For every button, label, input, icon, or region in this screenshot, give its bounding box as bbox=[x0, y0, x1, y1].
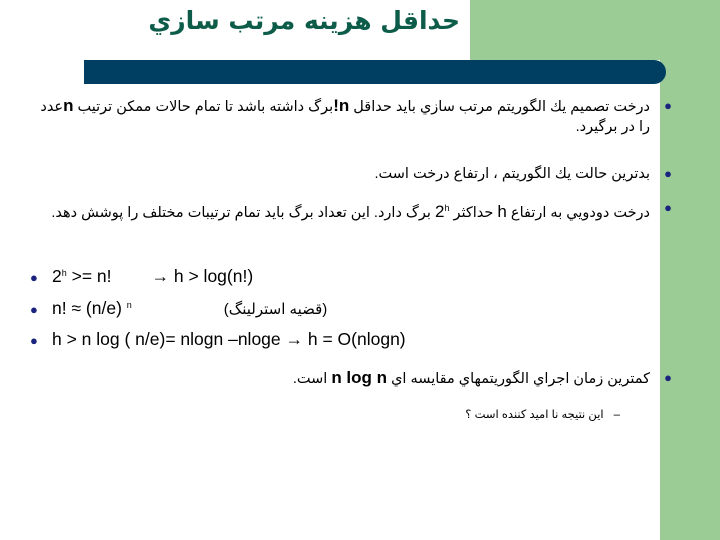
text-part: است. bbox=[292, 371, 332, 387]
text-part: كمترين زمان اجراي الگوريتمهاي مقايسه اي bbox=[387, 371, 650, 387]
title-bar bbox=[84, 60, 666, 84]
base: 2 bbox=[434, 202, 445, 221]
h-var: h bbox=[497, 202, 507, 221]
n-factorial: n! bbox=[333, 96, 350, 115]
bullet-dot: ● bbox=[30, 333, 38, 348]
rest: >= n! bbox=[66, 266, 112, 286]
bullet-dot: ● bbox=[664, 370, 672, 385]
arrow-result: → h > log(n!) bbox=[151, 266, 254, 286]
formula-stirling bbox=[30, 294, 327, 321]
formula-nlogn bbox=[30, 328, 406, 352]
bullet-dot: ● bbox=[664, 166, 672, 181]
bullet-leaves-requirement bbox=[40, 96, 672, 137]
n-var: n bbox=[63, 96, 74, 115]
formula-text: h > n log ( n/e)= nlogn –nloge → h = O(nlogn) bbox=[52, 329, 406, 349]
text-part: درخت تصميم يك الگوريتم مرتب سازي بايد حداقل bbox=[349, 99, 650, 115]
bullet-worst-case bbox=[40, 164, 672, 184]
text-part: برگ دارد. اين تعداد برگ بايد تمام ترتيبات مختلف را پوشش دهد. bbox=[51, 205, 435, 221]
left: n! ≈ (n/e) bbox=[52, 298, 127, 318]
base: 2 bbox=[52, 266, 62, 286]
exp: h bbox=[61, 268, 67, 278]
formula-leaves-bound bbox=[30, 262, 253, 289]
text-part: عدد را در برگيرد. bbox=[40, 99, 650, 135]
n-log-n: n log n bbox=[331, 368, 388, 387]
sub-text: اين نتيجه نا اميد كننده است ؟ bbox=[465, 409, 604, 421]
slide-title: حداقل هزينه مرتب سازي bbox=[148, 6, 460, 35]
bullet-dot: ● bbox=[664, 98, 672, 113]
text-part: برگ داشته باشد تا تمام حالات ممكن ترتيب bbox=[73, 99, 334, 115]
text-part: درخت دودويي به ارتفاع bbox=[506, 205, 650, 221]
text-part: بدترين حالت يك الگوريتم ، ارتفاع درخت است. bbox=[374, 166, 650, 182]
decor-green-side bbox=[660, 60, 720, 540]
bullet-dot: ● bbox=[30, 302, 38, 317]
exp: h bbox=[444, 203, 450, 213]
dash: – bbox=[613, 409, 620, 421]
stirling-note: (قضيه استرلينگ) bbox=[223, 301, 328, 318]
sub-bullet bbox=[465, 407, 620, 423]
text-part: حداكثر bbox=[449, 205, 498, 221]
bullet-binary-tree bbox=[40, 198, 672, 223]
exp: n bbox=[126, 300, 132, 310]
two-power-h bbox=[435, 202, 449, 221]
decor-green-top bbox=[470, 0, 720, 60]
bullet-dot: ● bbox=[664, 200, 672, 215]
bullet-dot: ● bbox=[30, 270, 38, 285]
bullet-min-time bbox=[170, 368, 672, 389]
